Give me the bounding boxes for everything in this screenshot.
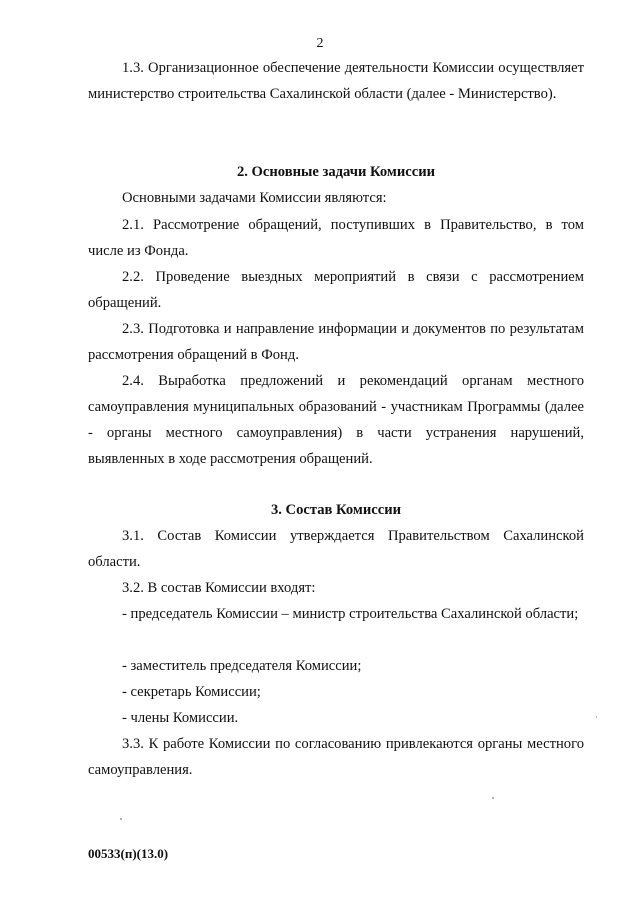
section-2-block bbox=[88, 159, 584, 211]
paragraph-2-2: 2.2. Проведение выездных мероприятий в связи с рассмотрением обращений. bbox=[88, 269, 584, 311]
scan-speck bbox=[596, 716, 597, 718]
section-1-block bbox=[88, 55, 584, 107]
paragraph-2-4: 2.4. Выработка предложений и рекомендаций органам местного самоуправления муниципальных образований - участникам Программы (далее - органы местного самоуправления) в части устранения нарушений, выявленных в ходе рассмотрения обращений. bbox=[88, 373, 584, 467]
paragraph-3-2: 3.2. В состав Комиссии входят: bbox=[122, 580, 316, 596]
member-members: - члены Комиссии. bbox=[122, 710, 239, 726]
member-chairman: - председатель Комиссии – министр строительства Сахалинской области; bbox=[122, 606, 579, 622]
paragraph-2-3: 2.3. Подготовка и направление информации и документов по результатам рассмотрения обращений в Фонд. bbox=[88, 321, 584, 363]
paragraph-2-2-block bbox=[88, 264, 584, 316]
scan-speck bbox=[120, 818, 122, 820]
member-chairman-block bbox=[88, 601, 584, 627]
paragraph-2-1-block bbox=[88, 212, 584, 264]
section-2-intro: Основными задачами Комиссии являются: bbox=[122, 190, 387, 206]
paragraph-2-3-block bbox=[88, 316, 584, 368]
paragraph-3-1: 3.1. Состав Комиссии утверждается Правительством Сахалинской области. bbox=[88, 528, 584, 570]
paragraph-1-3: 1.3. Организационное обеспечение деятельности Комиссии осуществляет министерство строительства Сахалинской области (далее - Министерство). bbox=[88, 60, 584, 102]
section-2-heading: 2. Основные задачи Комиссии bbox=[236, 164, 436, 180]
section-3-block bbox=[88, 497, 584, 523]
member-secretary-block bbox=[88, 679, 584, 705]
paragraph-3-2-block bbox=[88, 575, 584, 601]
member-members-block bbox=[88, 705, 584, 731]
document-footer-code: 00533(п)(13.0) bbox=[88, 846, 169, 861]
page-number: 2 bbox=[316, 36, 324, 51]
paragraph-2-1: 2.1. Рассмотрение обращений, поступивших в Правительство, в том числе из Фонда. bbox=[88, 217, 584, 259]
paragraph-2-4-block bbox=[88, 368, 584, 472]
scan-speck bbox=[492, 797, 494, 799]
paragraph-3-3-block bbox=[88, 731, 584, 783]
member-deputy-block bbox=[88, 653, 584, 679]
paragraph-3-3: 3.3. К работе Комиссии по согласованию привлекаются органы местного самоуправления. bbox=[88, 736, 584, 778]
member-deputy: - заместитель председателя Комиссии; bbox=[122, 658, 362, 674]
paragraph-3-1-block bbox=[88, 523, 584, 575]
section-3-heading: 3. Состав Комиссии bbox=[270, 502, 402, 518]
member-secretary: - секретарь Комиссии; bbox=[122, 684, 261, 700]
